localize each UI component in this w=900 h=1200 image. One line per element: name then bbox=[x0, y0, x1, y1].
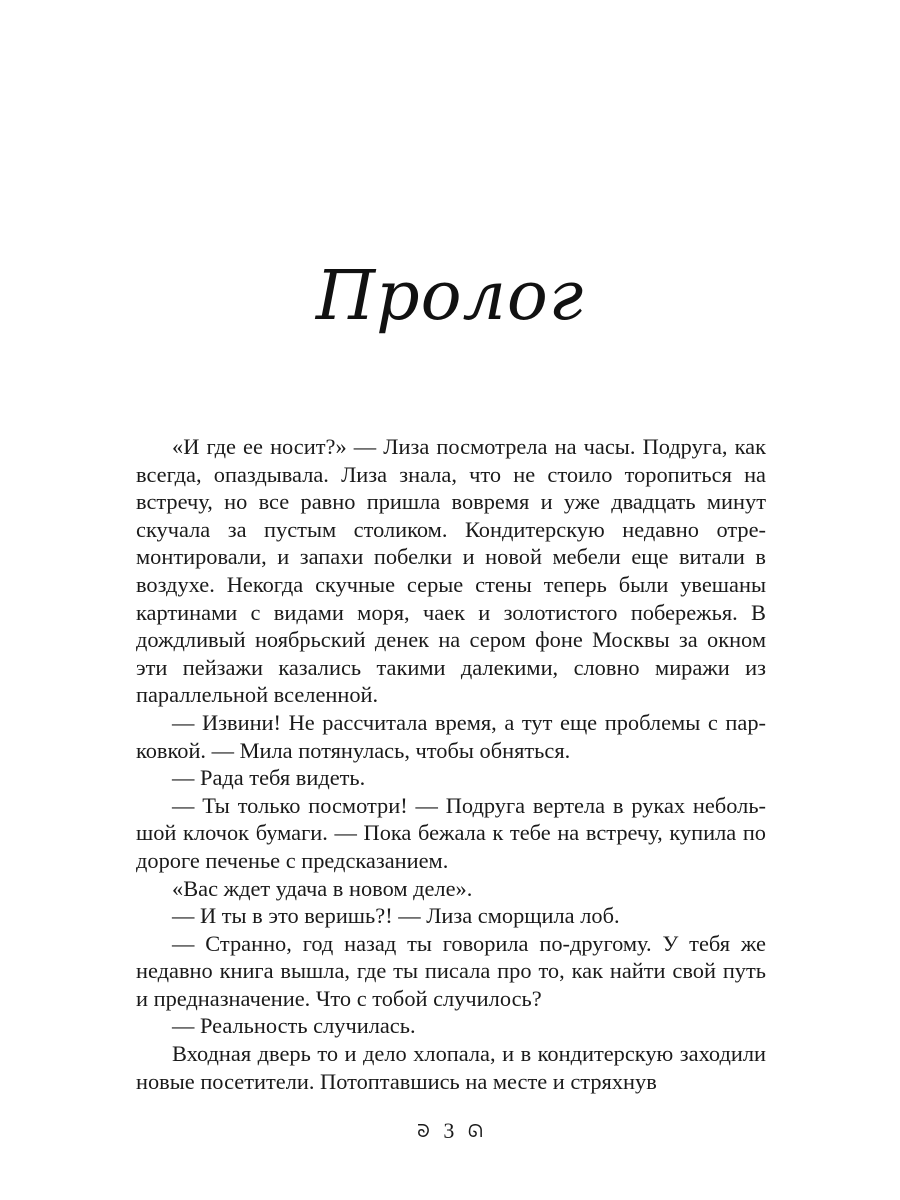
paragraph: — И ты в это веришь?! — Лиза сморщила лоб. bbox=[172, 903, 620, 929]
paragraph: — Странно, год назад ты говорила по-другому. У тебя же недавно книга вышла, где ты писала про то, как найти свой путь и предназначение. Что с тобой случилось? bbox=[136, 930, 766, 1011]
paragraph: «И где ее носит?» — Лиза посмотрела на часы. Подруга, как всегда, опаздывала. Лиза знала, что не стоило торопиться на встречу, но все равно пришла вовремя и уже двадцать минут скучала за пустым столиком. Кондитерскую недавно отремонтировали, и запахи побелки и новой мебели еще витали в воздухе. Некогда скучные серые стены теперь были увешаны картинами с видами моря, чаек и золотистого побережья. В дождливый ноябрьский денек на сером фоне Москвы за окном эти пейзажи казались такими далекими, словно миражи из параллельной вселенной. bbox=[136, 434, 766, 708]
left-ornament-icon: ᘐ bbox=[417, 1120, 430, 1141]
paragraph: «Вас ждет удача в новом деле». bbox=[172, 875, 473, 901]
paragraph: — Ты только посмотри! — Подруга вертела в руках небольшой клочок бумаги. — Пока бежала к тебе на встречу, купила по дороге печенье с предсказанием. bbox=[136, 792, 766, 873]
right-ornament-icon: ᘏ bbox=[467, 1120, 483, 1141]
page-footer bbox=[0, 1115, 900, 1145]
paragraph: Входная дверь то и дело хлопала, и в кондитерскую заходили новые посетители. Потоптавшись на месте и стряхнув bbox=[136, 1041, 766, 1094]
chapter-title: Пролог bbox=[315, 257, 585, 336]
paragraph: — Извини! Не рассчитала время, а тут еще проблемы с парковкой. — Мила потянулась, чтобы обняться. bbox=[136, 709, 766, 763]
paragraph: — Реальность случилась. bbox=[172, 1013, 416, 1039]
body-text bbox=[136, 433, 766, 1095]
page-number: 3 bbox=[443, 1117, 455, 1143]
paragraph: — Рада тебя видеть. bbox=[172, 765, 366, 791]
